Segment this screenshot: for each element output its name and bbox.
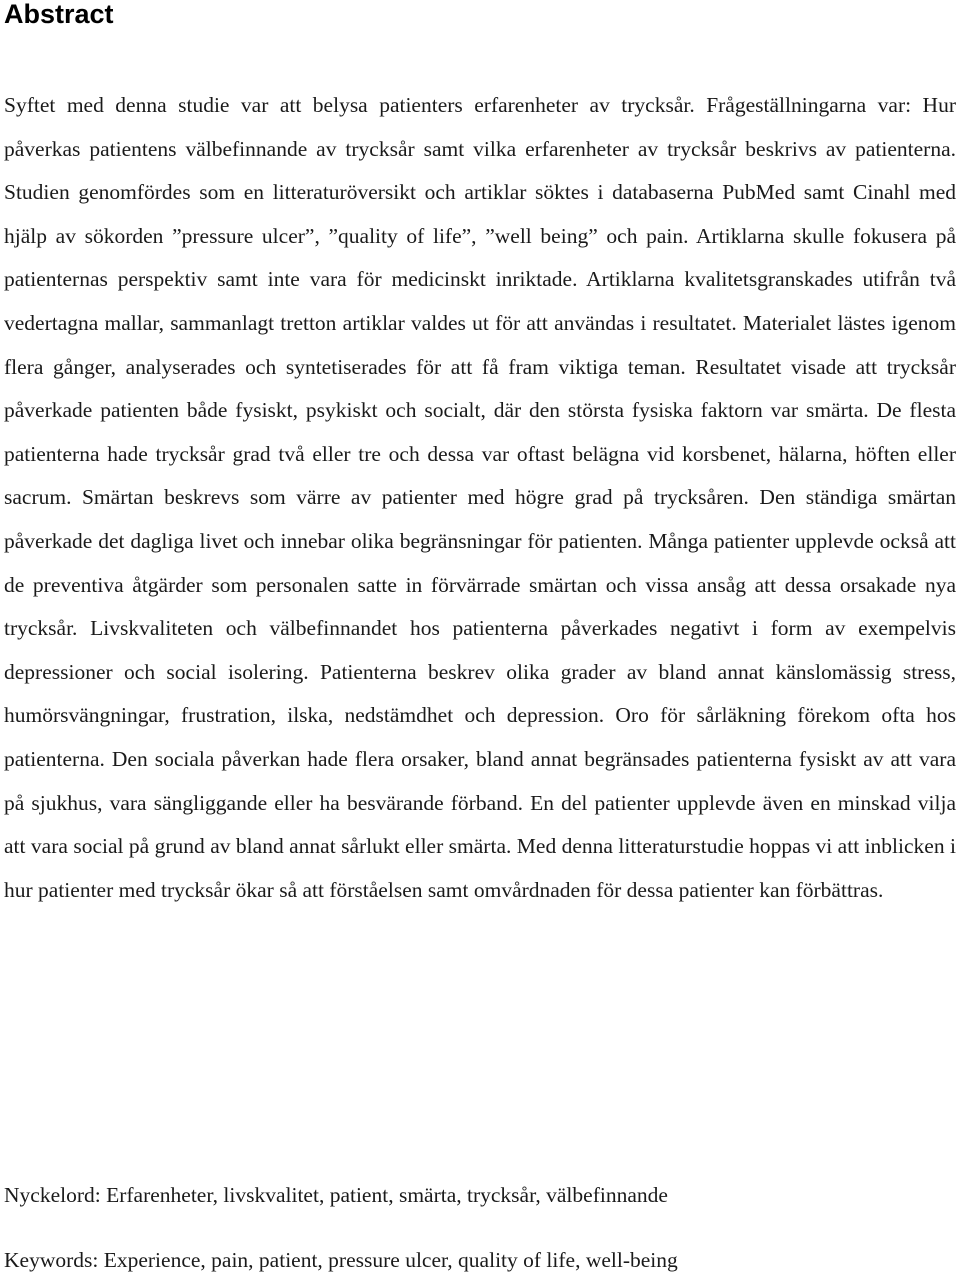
english-keywords: Keywords: Experience, pain, patient, pressure ulcer, quality of life, well-being bbox=[4, 1248, 678, 1272]
abstract-paragraph: Syftet med denna studie var att belysa patienters erfarenheter av trycksår. Frågeställningarna var: Hur påverkas patientens välbefinnande av trycksår samt vilka erfarenheter av trycksår beskrivs av patienterna. Studien genomfördes som en litteraturöversikt och artiklar söktes i databaserna PubMed samt Cinahl med hjälp av sökorden ”pressure ulcer”, ”quality of life”, ”well being” och pain. Artiklarna skulle fokusera på patienternas perspektiv samt inte vara för medicinskt inriktade. Artiklarna kvalitetsgranskades utifrån två vedertagna mallar, sammanlagt tretton artiklar valdes ut för att användas i resultatet. Materialet lästes igenom flera gånger, analyserades och syntetiserades för att få fram viktiga teman. Resultatet visade att trycksår påverkade patienten både fysiskt, psykiskt och socialt, där den största fysiska faktorn var smärta. De flesta patienterna hade trycksår grad två eller tre och dessa var oftast belägna vid korsbenet, hälarna, höften eller sacrum. Smärtan beskrevs som värre av patienter med högre grad på trycksåren. Den ständiga smärtan påverkade det dagliga livet och innebar olika begränsningar för patienten. Många patienter upplevde också att de preventiva åtgärder som personalen satte in förvärrade smärtan och vissa ansåg att dessa orsakade nya trycksår. Livskvaliteten och välbefinnandet hos patienterna påverkades negativt i form av exempelvis depressioner och social isolering. Patienterna beskrev olika grader av bland annat känslomässig stress, humörsvängningar, frustration, ilska, nedstämdhet och depression. Oro för sårläkning förekom ofta hos patienterna. Den sociala påverkan hade flera orsaker, bland annat begränsades patienterna fysiskt av att vara på sjukhus, vara sängliggande eller ha besvärande förband. En del patienter upplevde även en minskad vilja att vara social på grund av bland annat sårlukt eller smärta. Med denna litteraturstudie hoppas vi att inblicken i hur patienter med trycksår ökar så att förståelsen samt omvårdnaden för dessa patienter kan förbättras. bbox=[4, 93, 956, 902]
swedish-keywords: Nyckelord: Erfarenheter, livskvalitet, patient, smärta, trycksår, välbefinnande bbox=[4, 1183, 668, 1207]
abstract-heading: Abstract bbox=[4, 0, 114, 29]
